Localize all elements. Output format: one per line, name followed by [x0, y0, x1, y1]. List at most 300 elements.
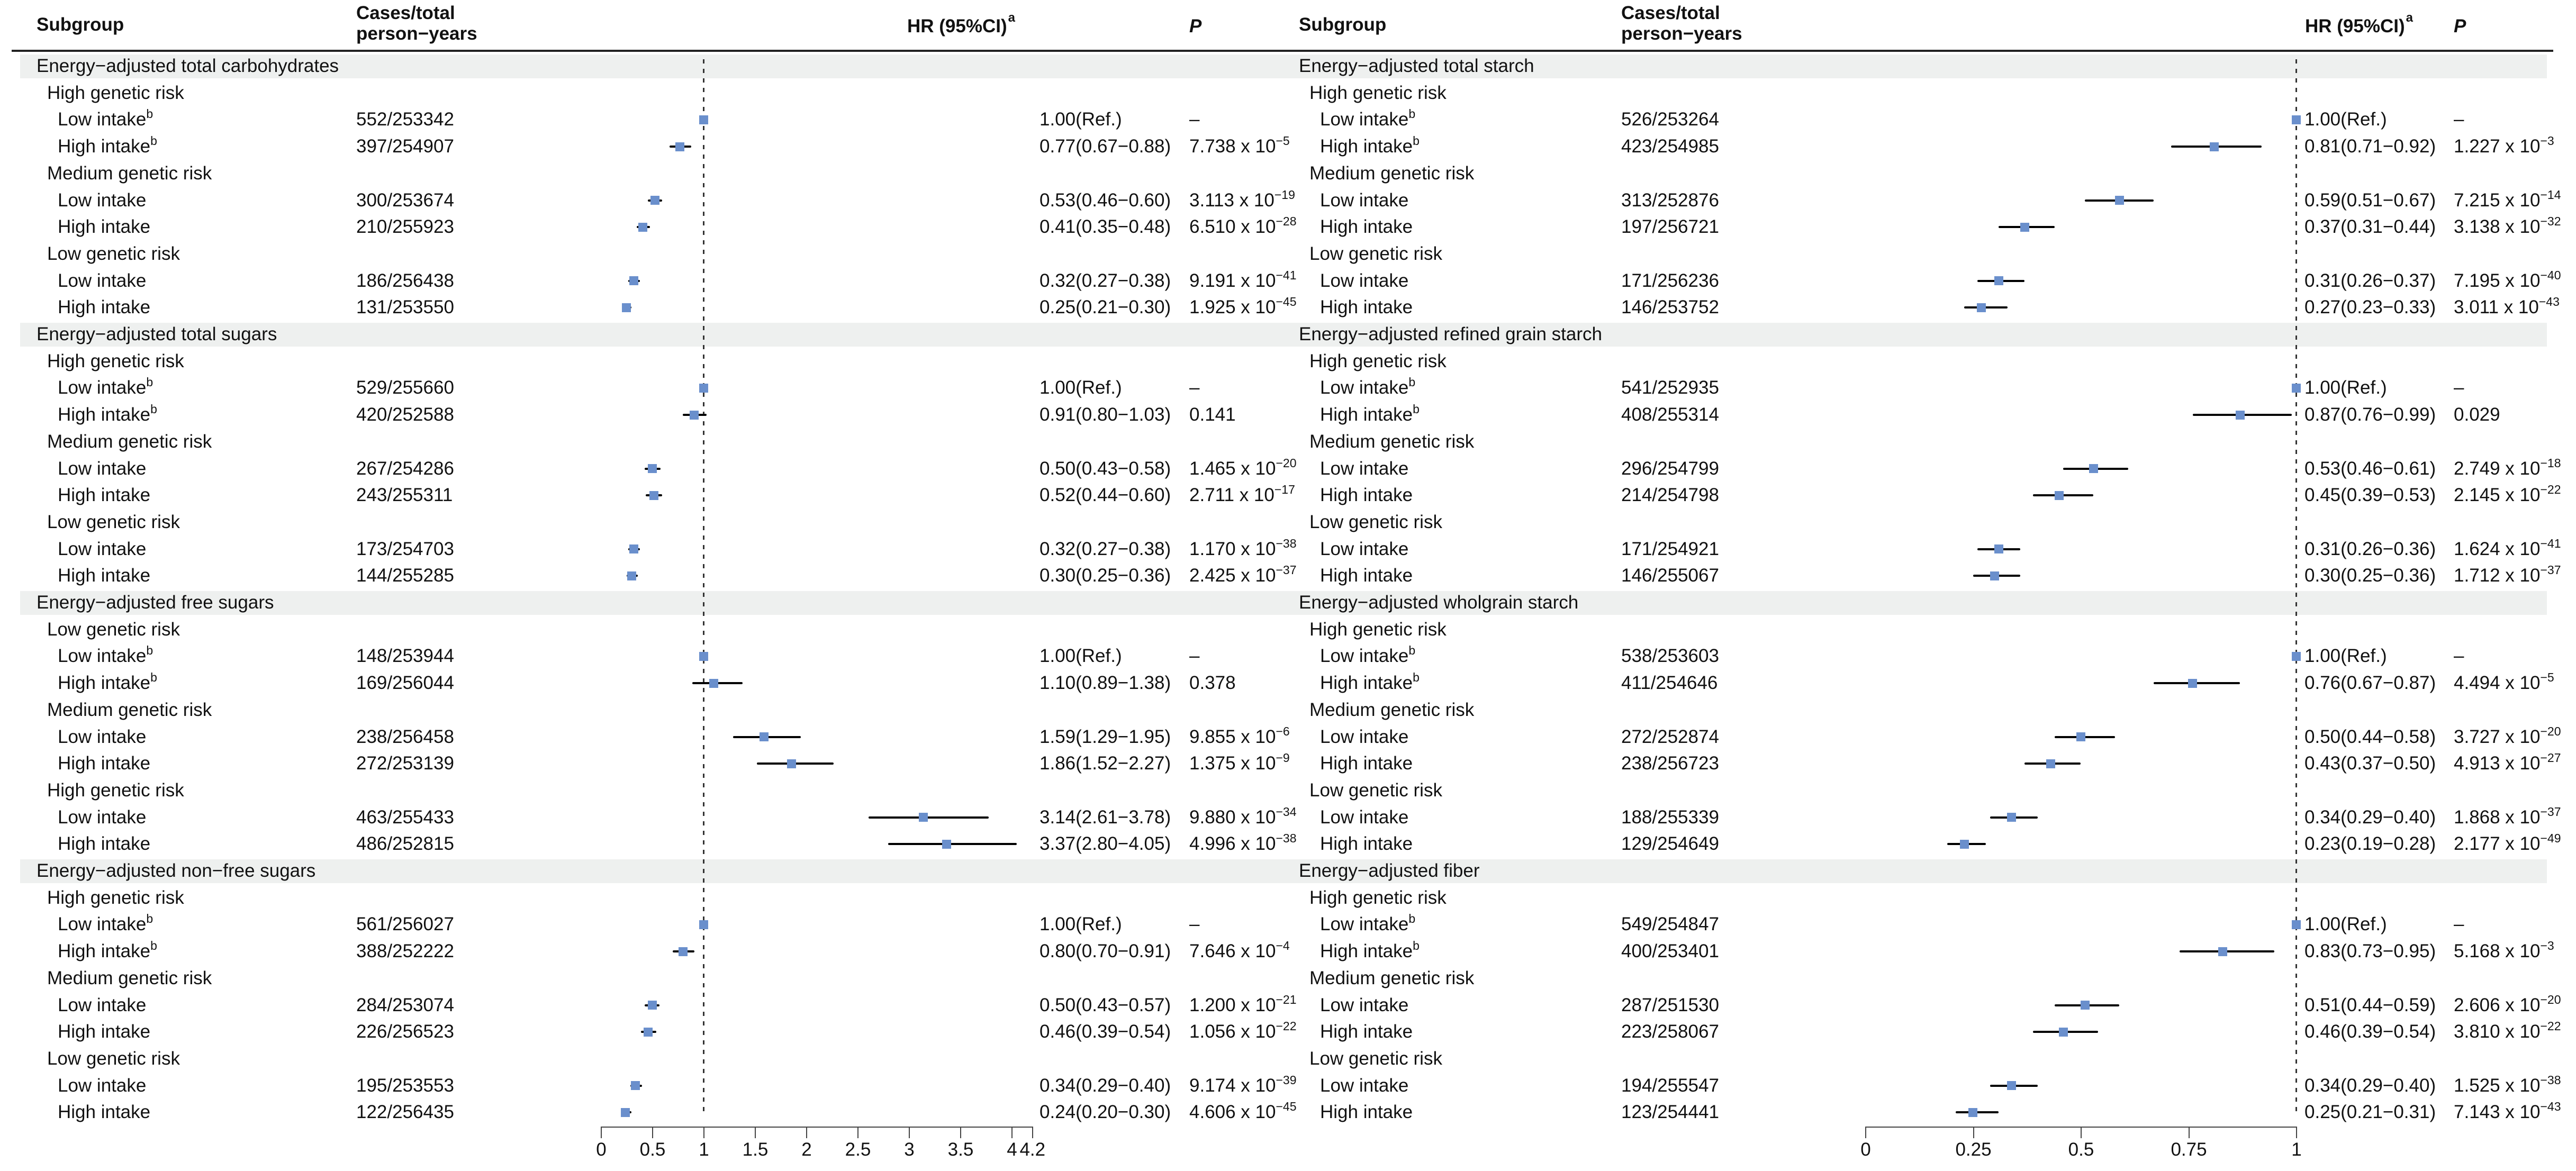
p-value: [1189, 458, 1296, 479]
hr-value: 0.32(0.27−0.38): [1040, 538, 1171, 559]
hr-value: 0.31(0.26−0.36): [2304, 538, 2436, 559]
footnote-marker: b: [1408, 643, 1416, 658]
intake-label: [1320, 1021, 1413, 1042]
group-label: Energy−adjusted refined grain starch: [1299, 324, 1602, 344]
intake-label: [1320, 941, 1420, 962]
hr-marker: [2055, 491, 2064, 500]
hr-value: 0.51(0.44−0.59): [2304, 994, 2436, 1015]
hr-marker: [648, 464, 657, 473]
intake-label: [1320, 485, 1413, 506]
group-label: Energy−adjusted wholgrain starch: [1299, 592, 1579, 613]
intake-label-text: Low intake: [1320, 270, 1409, 291]
cases-value: 287/251530: [1621, 994, 1719, 1015]
cases-value: 238/256723: [1621, 753, 1719, 774]
intake-label: [58, 136, 157, 157]
genetic-risk-label: High genetic risk: [1309, 350, 1447, 371]
intake-label: [58, 1102, 150, 1123]
cases-value: 408/255314: [1621, 404, 1719, 425]
axis-tick-label: 3: [904, 1139, 915, 1160]
p-value: [1189, 216, 1296, 238]
cases-value: 173/254703: [356, 538, 454, 559]
intake-label: [58, 1075, 146, 1096]
intake-label: [58, 643, 153, 667]
p-value-exponent: −32: [2540, 214, 2561, 229]
p-value: [1189, 992, 1297, 1016]
p-value: [2454, 297, 2560, 318]
axis-tick: [909, 1127, 910, 1138]
hr-marker: [699, 384, 708, 393]
group-label: Energy−adjusted free sugars: [37, 592, 274, 613]
left-subgroup-header: Subgroup: [37, 14, 124, 35]
hr-value: 0.46(0.39−0.54): [1040, 1021, 1171, 1042]
hr-marker: [2292, 920, 2301, 929]
intake-label-text: High intake: [1320, 565, 1413, 586]
intake-label-text: Low intake: [1320, 914, 1409, 935]
genetic-risk-label: Medium genetic risk: [47, 967, 212, 988]
hr-value: 1.59(1.29−1.95): [1040, 726, 1171, 747]
intake-label-text: Low intake: [58, 994, 147, 1015]
p-value: [2454, 670, 2554, 694]
p-value-text: 2.425 x 10: [1189, 565, 1276, 586]
hr-value: 0.27(0.23−0.33): [2304, 297, 2436, 318]
intake-label: [58, 109, 153, 130]
footnote-marker: b: [1413, 939, 1420, 953]
p-value-text: 7.143 x 10: [2454, 1102, 2541, 1123]
cases-value: 238/256458: [356, 726, 454, 747]
intake-label: [1320, 190, 1408, 211]
reference-line: [703, 59, 704, 1116]
p-value: [1189, 1021, 1296, 1042]
hr-value: 1.00(Ref.): [1040, 646, 1122, 667]
intake-label-text: High intake: [1320, 1021, 1413, 1042]
hr-marker: [699, 652, 708, 661]
hr-value: 0.24(0.20−0.30): [1040, 1102, 1171, 1123]
header-rule: [12, 50, 2553, 52]
p-value-text: 3.113 x 10: [1189, 189, 1275, 211]
hr-header-text: HR (95%CI): [907, 16, 1007, 37]
axis-tick-label: 2.5: [845, 1139, 871, 1160]
right-hr-header: [2305, 11, 2413, 37]
hr-value: 0.52(0.44−0.60): [1040, 485, 1171, 506]
hr-header-text: HR (95%CI): [2305, 16, 2405, 37]
genetic-risk-label: High genetic risk: [1309, 82, 1447, 103]
p-value-exponent: −22: [1276, 1019, 1297, 1033]
p-value-exponent: −20: [1276, 456, 1297, 470]
hr-value: 0.53(0.46−0.60): [1040, 189, 1171, 211]
footnote-marker: b: [150, 939, 157, 953]
hr-marker: [648, 1001, 657, 1010]
cases-value: 284/253074: [356, 994, 454, 1015]
axis-tick-label: 4: [1007, 1139, 1017, 1160]
hr-value: 0.50(0.43−0.58): [1040, 458, 1171, 479]
intake-label-text: Low intake: [58, 377, 147, 398]
p-value-text: 5.168 x 10: [2454, 941, 2541, 962]
intake-label: [58, 297, 150, 318]
p-value-text: 7.646 x 10: [1189, 941, 1276, 962]
intake-label-text: High intake: [58, 404, 151, 425]
cases-value: 129/254649: [1621, 833, 1719, 855]
p-value-exponent: −27: [2540, 751, 2561, 765]
genetic-risk-label: High genetic risk: [1309, 887, 1447, 908]
p-value: [2454, 941, 2554, 962]
hr-marker: [2236, 411, 2245, 420]
p-value-text: 1.712 x 10: [2454, 565, 2541, 586]
hr-marker: [2007, 1081, 2016, 1090]
axis-tick-label: 0: [596, 1139, 607, 1160]
hr-value: 0.30(0.25−0.36): [2304, 565, 2436, 586]
p-value-text: 1.170 x 10: [1189, 538, 1276, 559]
intake-label-text: Low intake: [1320, 538, 1409, 559]
p-value-text: 4.606 x 10: [1189, 1102, 1276, 1123]
p-value: [1189, 673, 1236, 694]
p-value-text: 0.141: [1189, 404, 1236, 425]
hr-value: 0.81(0.71−0.92): [2304, 136, 2436, 157]
hr-value: 0.32(0.27−0.38): [1040, 270, 1171, 291]
cases-value: 186/256438: [356, 270, 454, 291]
footnote-marker: b: [1413, 402, 1420, 416]
p-value-exponent: −5: [1276, 134, 1290, 148]
hr-value: 1.00(Ref.): [2304, 377, 2387, 398]
cases-value: 144/255285: [356, 565, 454, 586]
p-value: [1189, 753, 1290, 774]
intake-label-text: High intake: [58, 833, 151, 855]
footnote-marker: b: [1408, 375, 1416, 389]
hr-marker: [1994, 276, 2003, 285]
cases-value: 549/254847: [1621, 914, 1719, 935]
p-value: [2454, 458, 2561, 479]
axis-tick: [1865, 1127, 1866, 1138]
p-value-exponent: −22: [2540, 483, 2561, 497]
p-value-exponent: −37: [2540, 563, 2561, 577]
hr-value: 1.00(Ref.): [2304, 914, 2387, 935]
ci-line: [888, 843, 1017, 845]
p-value-exponent: −45: [1276, 295, 1297, 309]
p-value-text: 2.177 x 10: [2454, 833, 2541, 855]
cases-value: 541/252935: [1621, 377, 1719, 398]
p-value: [1189, 187, 1295, 211]
intake-label-text: Low intake: [58, 189, 147, 211]
p-value-exponent: −41: [1276, 268, 1297, 282]
p-value-exponent: −5: [2540, 670, 2554, 685]
intake-label-text: Low intake: [1320, 458, 1409, 479]
hr-value: 0.91(0.80−1.03): [1040, 404, 1171, 425]
hr-marker: [2188, 679, 2197, 688]
p-value: [2454, 646, 2464, 667]
intake-label: [58, 377, 153, 398]
p-value: [2454, 565, 2561, 586]
intake-label-text: Low intake: [58, 109, 147, 130]
intake-label-text: Low intake: [1320, 189, 1409, 211]
hr-marker: [709, 679, 718, 688]
genetic-risk-label: Low genetic risk: [1309, 1048, 1442, 1069]
intake-label-text: High intake: [1320, 297, 1413, 318]
intake-label: [58, 807, 146, 828]
left-p-header: P: [1189, 16, 1202, 37]
p-value-text: 3.011 x 10: [2454, 297, 2539, 318]
p-value: [2454, 1102, 2561, 1123]
hr-marker: [1960, 840, 1969, 849]
p-value: [1189, 1075, 1296, 1096]
p-value-exponent: −9: [1276, 751, 1290, 765]
hr-marker: [675, 142, 684, 151]
cases-value: 226/256523: [356, 1021, 454, 1042]
intake-label-text: High intake: [58, 565, 151, 586]
intake-label: [1320, 458, 1408, 479]
p-value-exponent: −37: [1276, 563, 1297, 577]
p-value-text: 7.195 x 10: [2454, 270, 2541, 291]
genetic-risk-label: High genetic risk: [47, 887, 184, 908]
p-value-text: 4.494 x 10: [2454, 673, 2541, 694]
footnote-marker: b: [146, 912, 153, 926]
hr-value: 0.80(0.70−0.91): [1040, 941, 1171, 962]
cases-value: 388/252222: [356, 941, 454, 962]
left-hr-header: [907, 11, 1015, 37]
cases-value: 122/256435: [356, 1102, 454, 1123]
p-value: [1189, 109, 1199, 130]
hr-value: 1.00(Ref.): [1040, 377, 1122, 398]
p-value-exponent: −39: [1276, 1073, 1297, 1087]
cases-value: 197/256721: [1621, 216, 1719, 238]
p-value-text: 2.145 x 10: [2454, 485, 2541, 506]
hr-marker: [644, 1028, 653, 1037]
p-value: [1189, 914, 1199, 935]
cases-value: 194/255547: [1621, 1075, 1719, 1096]
p-value-exponent: −6: [1276, 724, 1290, 738]
hr-value: 0.34(0.29−0.40): [1040, 1075, 1171, 1096]
intake-label-text: High intake: [1320, 485, 1413, 506]
hr-value: 0.25(0.21−0.31): [2304, 1102, 2436, 1123]
p-value-text: –: [2454, 914, 2464, 935]
axis-tick-label: 0.5: [2068, 1139, 2094, 1160]
p-value-exponent: −20: [2540, 992, 2561, 1006]
intake-label: [1320, 833, 1413, 855]
hr-marker: [627, 571, 636, 580]
intake-label-text: High intake: [58, 1102, 151, 1123]
p-value-exponent: −49: [2540, 831, 2561, 846]
axis-tick: [857, 1127, 858, 1138]
group-label: Energy−adjusted total starch: [1299, 56, 1534, 76]
p-value-text: 9.855 x 10: [1189, 726, 1276, 747]
intake-label-text: High intake: [58, 753, 151, 774]
intake-label: [58, 458, 146, 479]
intake-label-text: Low intake: [1320, 1075, 1409, 1096]
intake-label: [1320, 539, 1408, 560]
cases-value: 300/253674: [356, 189, 454, 211]
axis-tick-label: 0.75: [2171, 1139, 2207, 1160]
p-value: [2454, 377, 2464, 398]
p-value-exponent: −38: [2540, 1073, 2561, 1087]
footnote-marker: b: [150, 134, 157, 148]
p-value-text: 1.056 x 10: [1189, 1021, 1276, 1042]
hr-value: 0.59(0.51−0.67): [2304, 189, 2436, 211]
left-cases-header-line1: Cases/total: [356, 3, 455, 23]
axis-tick: [806, 1127, 807, 1138]
hr-marker: [621, 1108, 630, 1117]
intake-label: [1320, 914, 1415, 935]
hr-value: 0.43(0.37−0.50): [2304, 753, 2436, 774]
group-label: Energy−adjusted total carbohydrates: [37, 56, 339, 76]
p-value-text: –: [1189, 646, 1200, 667]
hr-marker: [2115, 196, 2124, 205]
hr-marker: [2292, 115, 2301, 124]
cases-value: 313/252876: [1621, 189, 1719, 211]
p-value: [2454, 485, 2561, 506]
intake-label: [1320, 995, 1408, 1016]
p-value: [2454, 753, 2561, 774]
hr-marker: [2076, 732, 2085, 741]
hr-value: 0.23(0.19−0.28): [2304, 833, 2436, 855]
p-value: [1189, 833, 1296, 855]
hr-value: 0.45(0.39−0.53): [2304, 485, 2436, 506]
hr-marker: [942, 840, 951, 849]
intake-label: [1320, 1075, 1408, 1096]
right-subgroup-header: Subgroup: [1299, 14, 1387, 35]
cases-value: 195/253553: [356, 1075, 454, 1096]
p-value: [2454, 216, 2561, 238]
p-value: [2454, 536, 2561, 560]
p-value-exponent: −41: [2540, 536, 2561, 550]
axis-tick: [703, 1127, 704, 1138]
intake-label-text: High intake: [1320, 1102, 1413, 1123]
axis-tick: [601, 1127, 602, 1138]
cases-value: 131/253550: [356, 297, 454, 318]
hr-marker: [2059, 1028, 2068, 1037]
p-value-text: 7.215 x 10: [2454, 189, 2541, 211]
intake-label-text: High intake: [58, 485, 151, 506]
p-value-exponent: −45: [1276, 1100, 1297, 1114]
hr-value: 1.10(0.89−1.38): [1040, 673, 1171, 694]
hr-value: 0.46(0.39−0.54): [2304, 1021, 2436, 1042]
axis-tick-label: 1.5: [742, 1139, 769, 1160]
p-value-text: 2.606 x 10: [2454, 994, 2541, 1015]
hr-value: 0.30(0.25−0.36): [1040, 565, 1171, 586]
genetic-risk-label: Low genetic risk: [47, 1048, 180, 1069]
intake-label: [1320, 807, 1408, 828]
intake-label: [1320, 297, 1413, 318]
genetic-risk-label: Medium genetic risk: [47, 162, 212, 184]
p-value: [2454, 833, 2561, 855]
intake-label-text: High intake: [58, 216, 151, 238]
intake-label-text: Low intake: [1320, 806, 1409, 828]
p-value: [2454, 1021, 2561, 1042]
genetic-risk-label: Low genetic risk: [1309, 511, 1442, 532]
genetic-risk-label: Low genetic risk: [47, 619, 180, 640]
genetic-risk-label: High genetic risk: [47, 350, 184, 371]
p-value-text: –: [1189, 377, 1200, 398]
hr-marker: [1977, 303, 1986, 312]
hr-marker: [629, 544, 638, 553]
p-value-text: 1.375 x 10: [1189, 753, 1276, 774]
p-value-text: 1.925 x 10: [1189, 297, 1276, 318]
axis-tick: [960, 1127, 961, 1138]
hr-value: 1.00(Ref.): [2304, 646, 2387, 667]
p-value-exponent: −4: [1276, 939, 1290, 953]
intake-label-text: High intake: [1320, 941, 1413, 962]
intake-label-text: Low intake: [58, 914, 147, 935]
left-cases-header-line2: person−years: [356, 23, 477, 44]
intake-label-text: Low intake: [1320, 377, 1409, 398]
intake-label-text: Low intake: [58, 538, 147, 559]
p-value: [1189, 941, 1290, 962]
p-value-text: 7.738 x 10: [1189, 136, 1276, 157]
p-value: [2454, 804, 2561, 828]
intake-label: [1320, 727, 1408, 748]
hr-header-footnote: a: [2406, 11, 2413, 25]
footnote-marker: b: [146, 375, 153, 389]
p-value-exponent: −28: [1276, 214, 1297, 229]
p-value-exponent: −17: [1274, 483, 1295, 497]
hr-value: 0.50(0.44−0.58): [2304, 726, 2436, 747]
hr-value: 0.83(0.73−0.95): [2304, 941, 2436, 962]
cases-value: 272/252874: [1621, 726, 1719, 747]
intake-label-text: Low intake: [58, 458, 147, 479]
p-value-text: 6.510 x 10: [1189, 216, 1276, 238]
intake-label-text: High intake: [1320, 404, 1413, 425]
p-value: [2454, 136, 2554, 157]
hr-value: 0.25(0.21−0.30): [1040, 297, 1171, 318]
intake-label-text: High intake: [58, 1021, 151, 1042]
hr-marker: [1968, 1108, 1977, 1117]
genetic-risk-label: Medium genetic risk: [1309, 431, 1475, 452]
hr-header-footnote: a: [1008, 11, 1015, 25]
cases-value: 486/252815: [356, 833, 454, 855]
intake-label: [58, 565, 150, 586]
p-value-exponent: −19: [1274, 187, 1295, 202]
p-value-text: 1.868 x 10: [2454, 806, 2541, 828]
hr-value: 3.14(2.61−3.78): [1040, 806, 1171, 828]
intake-label-text: Low intake: [58, 1075, 147, 1096]
hr-value: 0.41(0.35−0.48): [1040, 216, 1171, 238]
intake-label: [58, 914, 153, 935]
cases-value: 400/253401: [1621, 941, 1719, 962]
p-value-exponent: −43: [2540, 1100, 2561, 1114]
p-value-text: 1.200 x 10: [1189, 994, 1276, 1015]
cases-value: 188/255339: [1621, 806, 1719, 828]
p-value: [1189, 804, 1297, 828]
intake-label: [1320, 753, 1413, 774]
intake-label: [58, 190, 146, 211]
p-value: [2454, 992, 2561, 1016]
genetic-risk-label: High genetic risk: [47, 779, 184, 801]
p-value-text: 9.191 x 10: [1189, 270, 1276, 291]
cases-value: 463/255433: [356, 806, 454, 828]
intake-label: [1320, 109, 1415, 130]
axis-tick-label: 0.5: [639, 1139, 666, 1160]
p-value-exponent: −38: [1276, 536, 1297, 550]
hr-marker: [2089, 464, 2098, 473]
p-value-text: 9.174 x 10: [1189, 1075, 1276, 1096]
cases-value: 169/256044: [356, 673, 454, 694]
intake-label: [1320, 670, 1420, 694]
genetic-risk-label: Medium genetic risk: [1309, 967, 1475, 988]
intake-label: [58, 670, 157, 694]
intake-label-text: Low intake: [1320, 646, 1409, 667]
hr-marker: [2210, 142, 2219, 151]
p-value-text: 3.138 x 10: [2454, 216, 2541, 238]
footnote-marker: b: [1408, 912, 1416, 926]
cases-value: 171/256236: [1621, 270, 1719, 291]
intake-label: [1320, 377, 1415, 398]
cases-value: 171/254921: [1621, 538, 1719, 559]
p-value-exponent: −34: [1276, 804, 1297, 819]
p-value-text: –: [2454, 377, 2464, 398]
intake-label: [1320, 404, 1420, 425]
right-cases-header-line1: Cases/total: [1621, 3, 1720, 23]
genetic-risk-label: High genetic risk: [47, 82, 184, 103]
hr-marker: [679, 947, 688, 956]
p-value-text: 1.525 x 10: [2454, 1075, 2541, 1096]
p-value: [1189, 136, 1290, 157]
